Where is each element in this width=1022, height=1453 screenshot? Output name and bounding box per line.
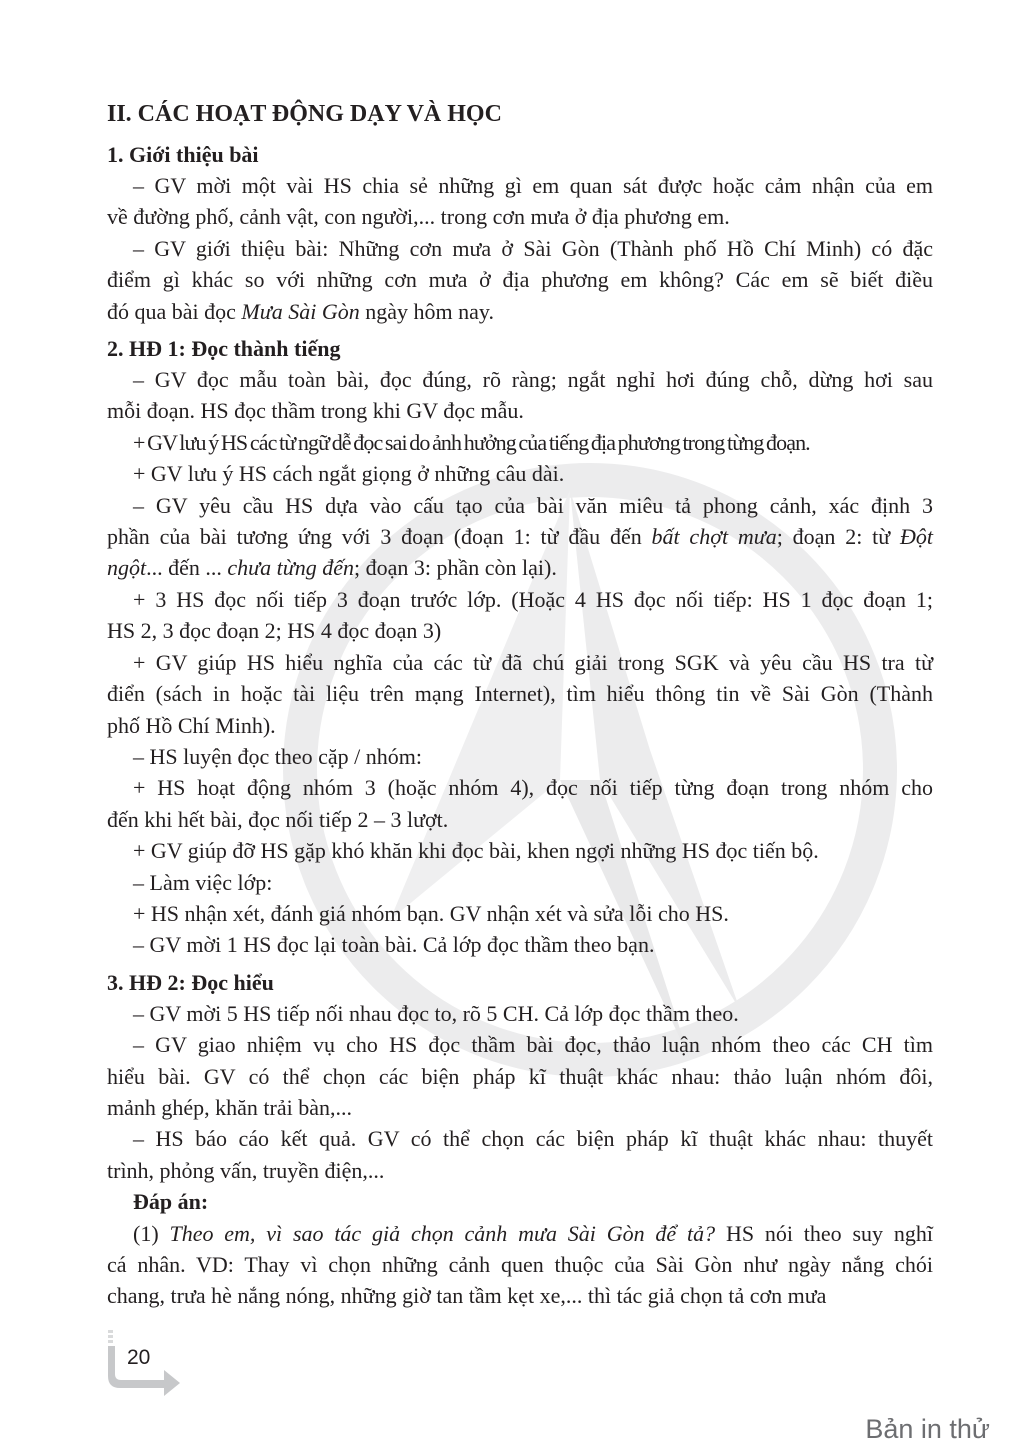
text-line <box>107 458 933 489</box>
text-run: hiểu bài. GV có thể chọn các biện pháp kĩ thuật khác nhau: thảo luận nhóm đôi, <box>107 1063 933 1089</box>
text-run: – GV mời 1 HS đọc lại toàn bài. Cả lớp đọc thầm theo bạn. <box>133 932 655 958</box>
paragraph <box>107 867 933 898</box>
paragraph <box>107 490 933 584</box>
text-run: đó qua bài đọc <box>107 298 242 324</box>
text-line <box>107 1092 933 1123</box>
text-run: – Làm việc lớp: <box>133 869 273 895</box>
text-line <box>107 552 933 583</box>
text-run: – GV yêu cầu HS dựa vào cấu tạo của bài văn miêu tả phong cảnh, xác định 3 <box>133 492 933 518</box>
text-line <box>107 233 933 264</box>
text-run: ; đoạn 2: từ <box>776 524 900 550</box>
paragraph <box>107 741 933 772</box>
text-run: – GV giới thiệu bài: Những cơn mưa ở Sài Gòn (Thành phố Hồ Chí Minh) có đặc <box>133 235 933 261</box>
italic-text: Theo em, vì sao tác giả chọn cảnh mưa Sài Gòn để tả? <box>169 1220 716 1246</box>
text-run: – GV đọc mẫu toàn bài, đọc đúng, rõ ràng; ngắt nghỉ hơi đúng chỗ, dừng hơi sau <box>133 367 933 393</box>
section-heading: 2. HĐ 1: Đọc thành tiếng <box>107 336 341 362</box>
paragraph <box>107 1218 933 1312</box>
text-run: + HS nhận xét, đánh giá nhóm bạn. GV nhận xét và sửa lỗi cho HS. <box>133 900 729 926</box>
text-line <box>107 490 933 521</box>
text-line <box>107 201 933 232</box>
text-run: đến khi hết bài, đọc nối tiếp 2 – 3 lượt. <box>107 806 449 832</box>
italic-text: Mưa Sài Gòn <box>241 298 360 324</box>
text-run: điển (sách in hoặc tài liệu trên mạng Internet), tìm hiểu thông tin về Sài Gòn (Thành <box>107 681 933 707</box>
text-run: điểm gì khác so với những cơn mưa ở địa phương em không? Các em sẽ biết điều <box>107 267 933 293</box>
page-number: 20 <box>127 1346 151 1369</box>
text-run: + 3 HS đọc nối tiếp 3 đoạn trước lớp. (Hoặc 4 HS đọc nối tiếp: HS 1 đọc đoạn 1; <box>133 586 933 612</box>
text-line <box>107 364 933 395</box>
section-title: II. CÁC HOẠT ĐỘNG DẠY VÀ HỌC <box>107 101 502 127</box>
text-line <box>107 1123 933 1154</box>
paragraph <box>107 998 933 1029</box>
text-line <box>107 998 933 1029</box>
text-run: ... đến ... <box>146 555 228 581</box>
text-line <box>107 835 933 866</box>
paragraph <box>107 458 933 489</box>
text-run: cá nhân. VD: Thay vì chọn những cảnh quen thuộc của Sài Gòn như ngày nắng chói <box>107 1252 933 1277</box>
text-run: trình, phỏng vấn, truyền điện,... <box>107 1157 385 1183</box>
paragraph <box>107 772 933 835</box>
text-line <box>107 264 933 295</box>
text-run: – HS báo cáo kết quả. GV có thể chọn các biện pháp kĩ thuật khác nhau: thuyết <box>133 1126 933 1152</box>
text-run: mỗi đoạn. HS đọc thầm trong khi GV đọc mẫu. <box>107 398 524 424</box>
paragraph <box>107 835 933 866</box>
text-line <box>107 615 933 646</box>
paragraph <box>107 584 933 647</box>
text-line <box>107 867 933 898</box>
paragraph <box>107 233 933 327</box>
text-run: + HS hoạt động nhóm 3 (hoặc nhóm 4), đọc nối tiếp từng đoạn trong nhóm cho <box>133 775 933 801</box>
text-run: phố Hồ Chí Minh). <box>107 712 276 738</box>
proof-label: Bản in thử <box>865 1414 990 1444</box>
text-line <box>107 1249 933 1280</box>
text-line <box>107 929 933 960</box>
text-line <box>107 647 933 678</box>
section-heading: 1. Giới thiệu bài <box>107 142 259 167</box>
paragraph <box>107 1029 933 1123</box>
text-run: – HS luyện đọc theo cặp / nhóm: <box>133 743 423 769</box>
text-run: về đường phố, cảnh vật, con người,... trong cơn mưa ở địa phương em. <box>107 204 730 230</box>
text-run: chang, trưa hè nắng nóng, những giờ tan tầm kẹt xe,... thì tác giả chọn tả cơn mưa <box>107 1283 827 1309</box>
text-line <box>107 521 933 552</box>
text-line <box>107 427 933 458</box>
paragraph <box>107 364 933 427</box>
text-line <box>107 772 933 803</box>
text-run: – GV mời một vài HS chia sẻ những gì em quan sát được hoặc cảm nhận của em <box>133 173 933 198</box>
paragraph <box>107 170 933 233</box>
text-run: HS nói theo suy nghĩ <box>715 1220 933 1246</box>
paragraph <box>107 647 933 741</box>
bold-label: Đáp án: <box>133 1189 209 1215</box>
text-run: + GV giúp HS hiểu nghĩa của các từ đã chú giải trong SGK và yêu cầu HS tra từ <box>133 649 933 675</box>
text-run: + GV lưu ý HS các từ ngữ dễ đọc sai do ảnh hưởng của tiếng địa phương trong từng đoạn. <box>133 429 810 455</box>
text-line <box>107 1280 933 1311</box>
text-line <box>107 1218 933 1249</box>
text-run: + GV lưu ý HS cách ngắt giọng ở những câu dài. <box>133 461 565 487</box>
page-content <box>107 96 933 1312</box>
text-line <box>107 741 933 772</box>
section-heading: 3. HĐ 2: Đọc hiểu <box>107 969 274 995</box>
text-line <box>107 584 933 615</box>
text-run: mảnh ghép, khăn trải bàn,... <box>107 1094 352 1120</box>
text-run: ; đoạn 3: phần còn lại). <box>354 555 557 581</box>
paragraph <box>107 1123 933 1186</box>
text-line <box>107 804 933 835</box>
text-run: ngày hôm nay. <box>359 298 494 324</box>
italic-text: chưa từng đến <box>227 555 355 581</box>
text-line <box>107 296 933 327</box>
paragraph <box>107 898 933 929</box>
paragraph <box>107 1186 933 1217</box>
text-line <box>107 678 933 709</box>
text-line <box>107 898 933 929</box>
paragraph <box>107 929 933 960</box>
text-line <box>107 1029 933 1060</box>
text-line <box>107 1186 933 1217</box>
paragraph <box>107 427 933 458</box>
text-run: phần của bài tương ứng với 3 đoạn (đoạn 1: từ đầu đến <box>107 524 652 550</box>
text-run: – GV giao nhiệm vụ cho HS đọc thầm bài đọc, thảo luận nhóm theo các CH tìm <box>133 1032 933 1058</box>
text-line <box>107 710 933 741</box>
text-line <box>107 170 933 201</box>
text-run: (1) <box>133 1220 170 1246</box>
text-run: – GV mời 5 HS tiếp nối nhau đọc to, rõ 5 CH. Cả lớp đọc thầm theo. <box>133 1000 739 1026</box>
text-line <box>107 1061 933 1092</box>
text-line <box>107 395 933 426</box>
text-run: + GV giúp đỡ HS gặp khó khăn khi đọc bài, khen ngợi những HS đọc tiến bộ. <box>133 838 819 864</box>
italic-text: Đột <box>900 524 933 550</box>
text-line <box>107 1155 933 1186</box>
text-run: HS 2, 3 đọc đoạn 2; HS 4 đọc đoạn 3) <box>107 618 442 644</box>
italic-text: ngột <box>107 555 147 581</box>
italic-text: bất chợt mưa <box>651 524 777 550</box>
body-blocks <box>107 139 933 1312</box>
